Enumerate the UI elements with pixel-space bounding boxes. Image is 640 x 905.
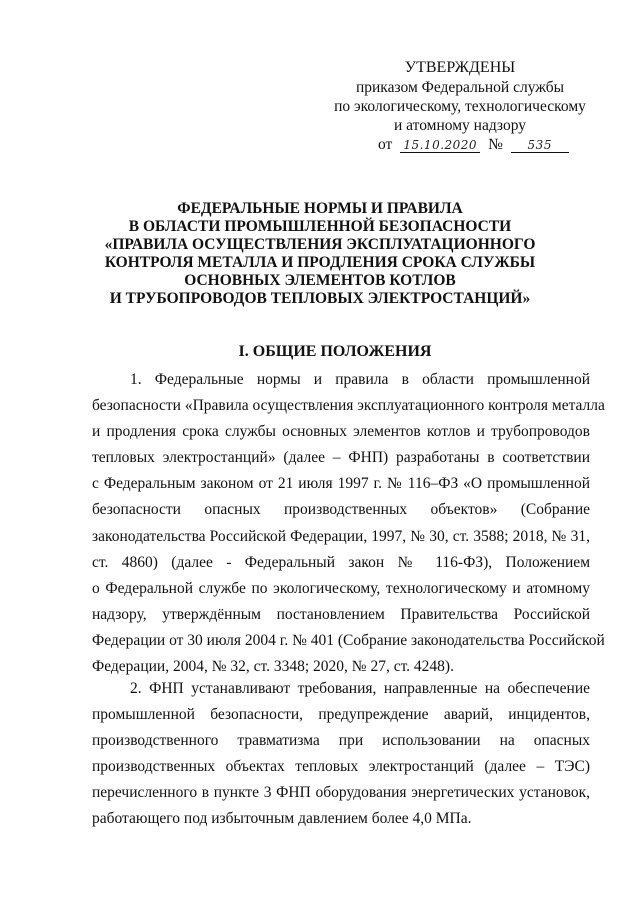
number-label: № bbox=[488, 136, 503, 153]
text-line: безопасности «Правила осуществления эксплуатационного контроля металла bbox=[92, 397, 605, 415]
title-line: И ТРУБОПРОВОДОВ ТЕПЛОВЫХ ЭЛЕКТРОСТАНЦИЙ» bbox=[109, 290, 531, 307]
approval-line-1: приказом Федеральной службы bbox=[355, 79, 565, 96]
title-line: В ОБЛАСТИ ПРОМЫШЛЕННОЙ БЕЗОПАСНОСТИ bbox=[128, 218, 512, 235]
approval-line-3: и атомному надзору bbox=[394, 117, 526, 134]
paragraph-2 bbox=[92, 676, 590, 833]
title-line: ФЕДЕРАЛЬНЫЕ НОРМЫ И ПРАВИЛА bbox=[177, 200, 463, 217]
approval-date-number-row bbox=[330, 135, 590, 154]
text-line: о Федеральной службе по экологическому, технологическому и атомному bbox=[92, 579, 590, 597]
text-line: Федерации, 2004, № 32, ст. 3348; 2020, № 27, ст. 4248). bbox=[92, 658, 454, 676]
text-line: работающего под избыточным давлением более 4,0 МПа. bbox=[92, 810, 472, 828]
document-title bbox=[80, 200, 560, 308]
text-line: ст. 4860) (далее - Федеральный закон № 116-ФЗ), Положением bbox=[92, 553, 590, 571]
text-line: промышленной безопасности, предупреждение аварий, инцидентов, bbox=[92, 706, 590, 724]
text-line: перечисленного в пункте 3 ФНП оборудования энергетических установок, bbox=[92, 784, 590, 802]
title-line: КОНТРОЛЯ МЕТАЛЛА И ПРОДЛЕНИЯ СРОКА СЛУЖБЫ bbox=[104, 254, 536, 271]
date-field bbox=[400, 138, 480, 153]
handwritten-number: 535 bbox=[527, 138, 552, 152]
text-line: безопасности опасных производственных объектов» (Собрание bbox=[92, 501, 590, 519]
text-line: с Федеральным законом от 21 июля 1997 г. № 116–ФЗ «О промышленной bbox=[92, 475, 590, 493]
text-line: надзору, утверждённым постановлением Правительства Российской bbox=[92, 605, 590, 623]
text-line: 2. ФНП устанавливают требования, направленные на обеспечение bbox=[130, 680, 590, 697]
section-heading: I. ОБЩИЕ ПОЛОЖЕНИЯ bbox=[238, 343, 432, 360]
text-line: производственных объектах тепловых электростанций (далее – ТЭС) bbox=[92, 758, 590, 776]
number-field bbox=[511, 138, 569, 153]
paragraph-1 bbox=[92, 367, 605, 680]
text-line: законодательства Российской Федерации, 1997, № 30, ст. 3588; 2018, № 31, bbox=[92, 527, 590, 545]
title-line: «ПРАВИЛА ОСУЩЕСТВЛЕНИЯ ЭКСПЛУАТАЦИОННОГО bbox=[104, 236, 536, 253]
text-line: тепловых электростанций» (далее – ФНП) разработаны в соответствии bbox=[92, 449, 590, 467]
title-line: ОСНОВНЫХ ЭЛЕМЕНТОВ КОТЛОВ bbox=[184, 272, 456, 289]
handwritten-date: 15.10.2020 bbox=[403, 138, 478, 152]
approval-stamp-block bbox=[330, 58, 590, 154]
text-line: производственного травматизма при использовании на опасных bbox=[92, 732, 590, 750]
approval-line-2: по экологическому, технологическому bbox=[334, 98, 586, 115]
approval-title: УТВЕРЖДЕНЫ bbox=[404, 59, 516, 76]
from-label: от bbox=[378, 136, 393, 153]
text-line: Федерации от 30 июля 2004 г. № 401 (Собрание законодательства Российской bbox=[92, 631, 605, 649]
text-line: и продления срока службы основных элементов котлов и трубопроводов bbox=[92, 423, 590, 441]
text-line: 1. Федеральные нормы и правила в области промышленной bbox=[130, 371, 590, 388]
